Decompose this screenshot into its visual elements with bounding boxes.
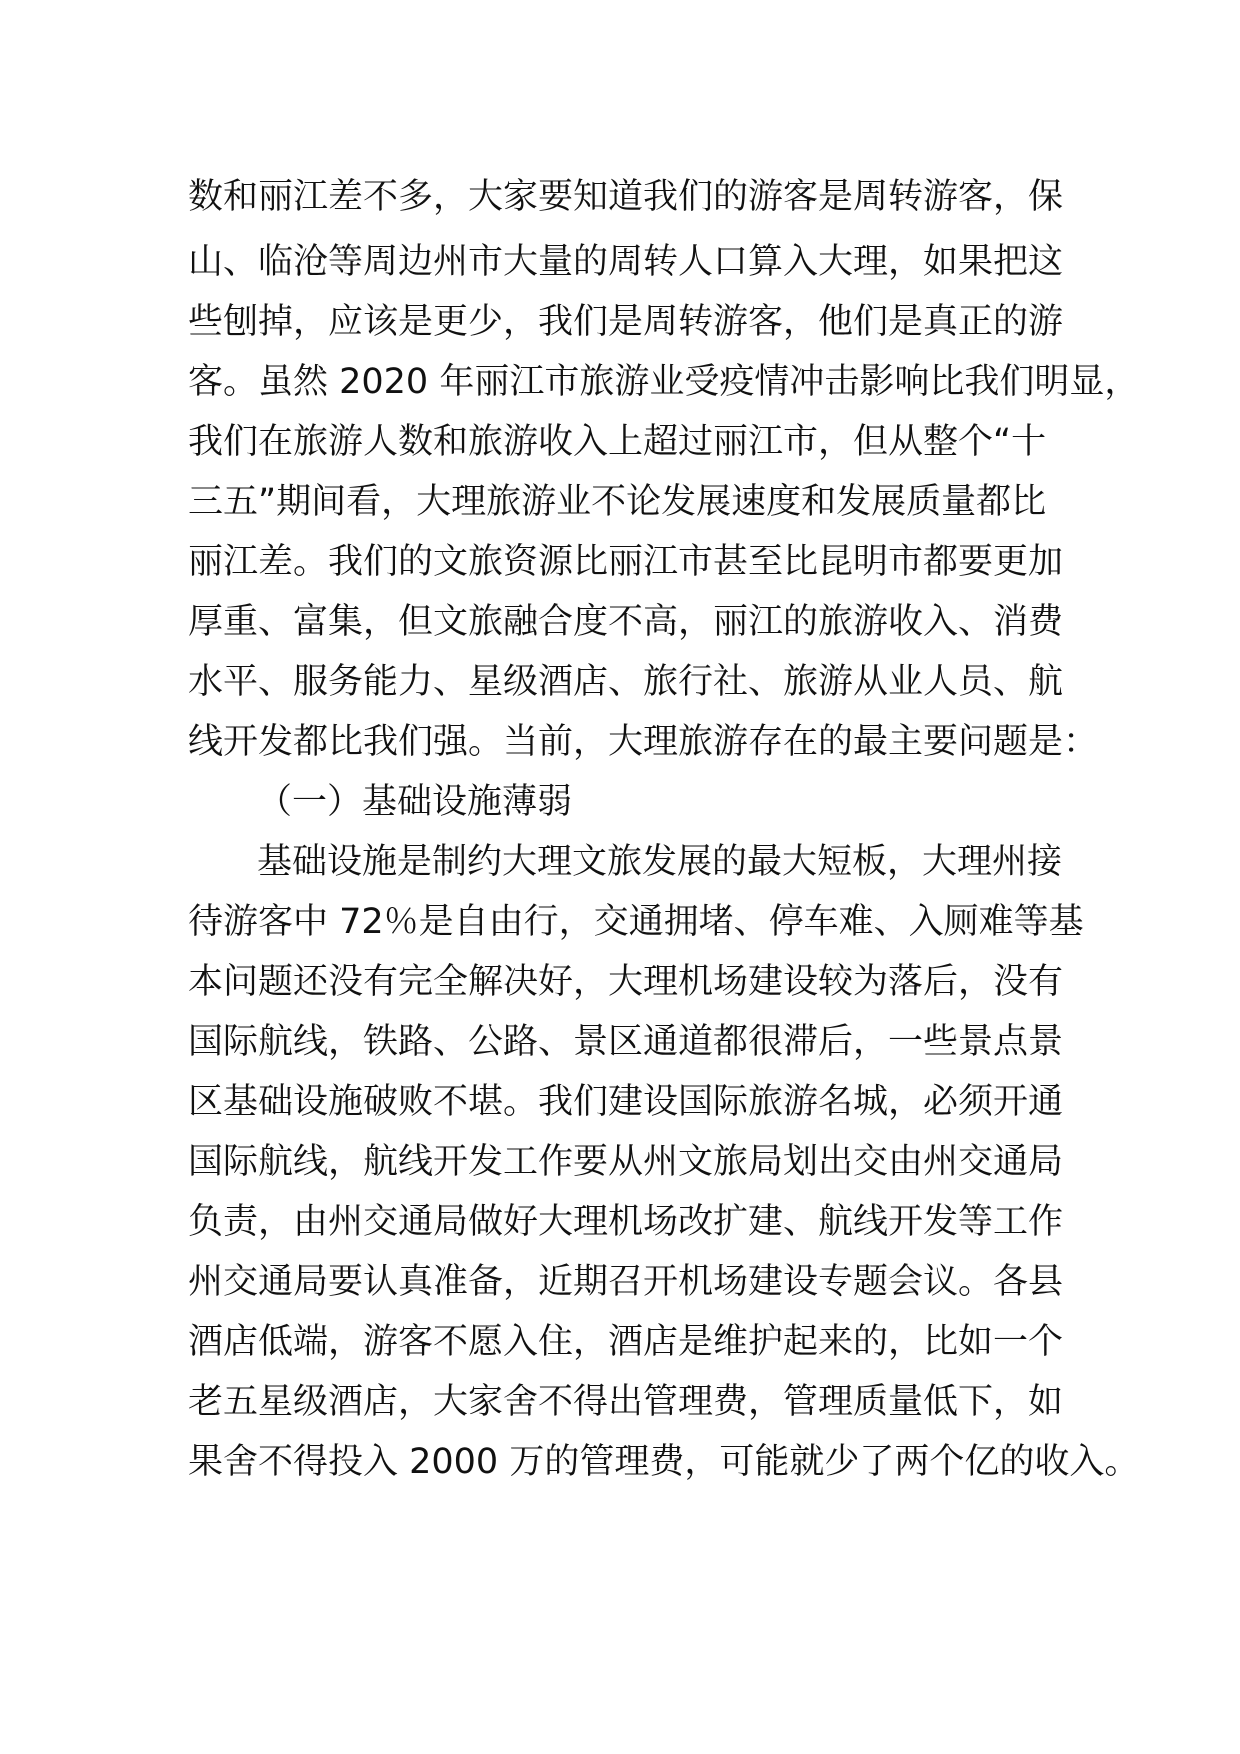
body-text-line: 三五”期间看，大理旅游业不论发展速度和发展质量都比 — [188, 482, 1047, 522]
body-text-line: 基础设施是制约大理文旅发展的最大短板，大理州接 — [257, 842, 1063, 882]
body-text-line: 州交通局要认真准备，近期召开机场建设专题会议。各县 — [188, 1262, 1064, 1302]
body-text-line: 厚重、富集，但文旅融合度不高，丽江的旅游收入、消费 — [188, 602, 1064, 642]
body-text-line: 线开发都比我们强。当前，大理旅游存在的最主要问题是： — [188, 722, 1099, 762]
section-heading: （一）基础设施薄弱 — [257, 782, 573, 822]
body-text-line: 酒店低端，游客不愿入住，酒店是维护起来的，比如一个 — [188, 1322, 1064, 1362]
body-text-line: 数和丽江差不多，大家要知道我们的游客是周转游客，保 — [188, 177, 1064, 217]
body-text-line: 水平、服务能力、星级酒店、旅行社、旅游从业人员、航 — [188, 662, 1064, 702]
body-text-line: 丽江差。我们的文旅资源比丽江市甚至比昆明市都要更加 — [188, 542, 1064, 582]
body-text-line: 我们在旅游人数和旅游收入上超过丽江市，但从整个“十 — [188, 422, 1047, 462]
body-text-line: 本问题还没有完全解决好，大理机场建设较为落后，没有 — [188, 962, 1064, 1002]
body-text-line: 老五星级酒店，大家舍不得出管理费，管理质量低下，如 — [188, 1382, 1064, 1422]
body-text-line: 果舍不得投入 2000 万的管理费，可能就少了两个亿的收入。 — [188, 1442, 1140, 1482]
body-text-line: 国际航线，铁路、公路、景区通道都很滞后，一些景点景 — [188, 1022, 1064, 1062]
body-text-line: 区基础设施破败不堪。我们建设国际旅游名城，必须开通 — [188, 1082, 1064, 1122]
body-text-line: 负责，由州交通局做好大理机场改扩建、航线开发等工作 — [188, 1202, 1064, 1242]
body-text-line: 些刨掉，应该是更少，我们是周转游客，他们是真正的游 — [188, 302, 1064, 342]
body-text-line: 国际航线，航线开发工作要从州文旅局划出交由州交通局 — [188, 1142, 1064, 1182]
body-text-line: 待游客中 72％是自由行，交通拥堵、停车难、入厕难等基 — [188, 902, 1084, 942]
body-text-line: 客。虽然 2020 年丽江市旅游业受疫情冲击影响比我们明显， — [188, 362, 1140, 402]
body-text-line: 山、临沧等周边州市大量的周转人口算入大理，如果把这 — [188, 242, 1064, 282]
